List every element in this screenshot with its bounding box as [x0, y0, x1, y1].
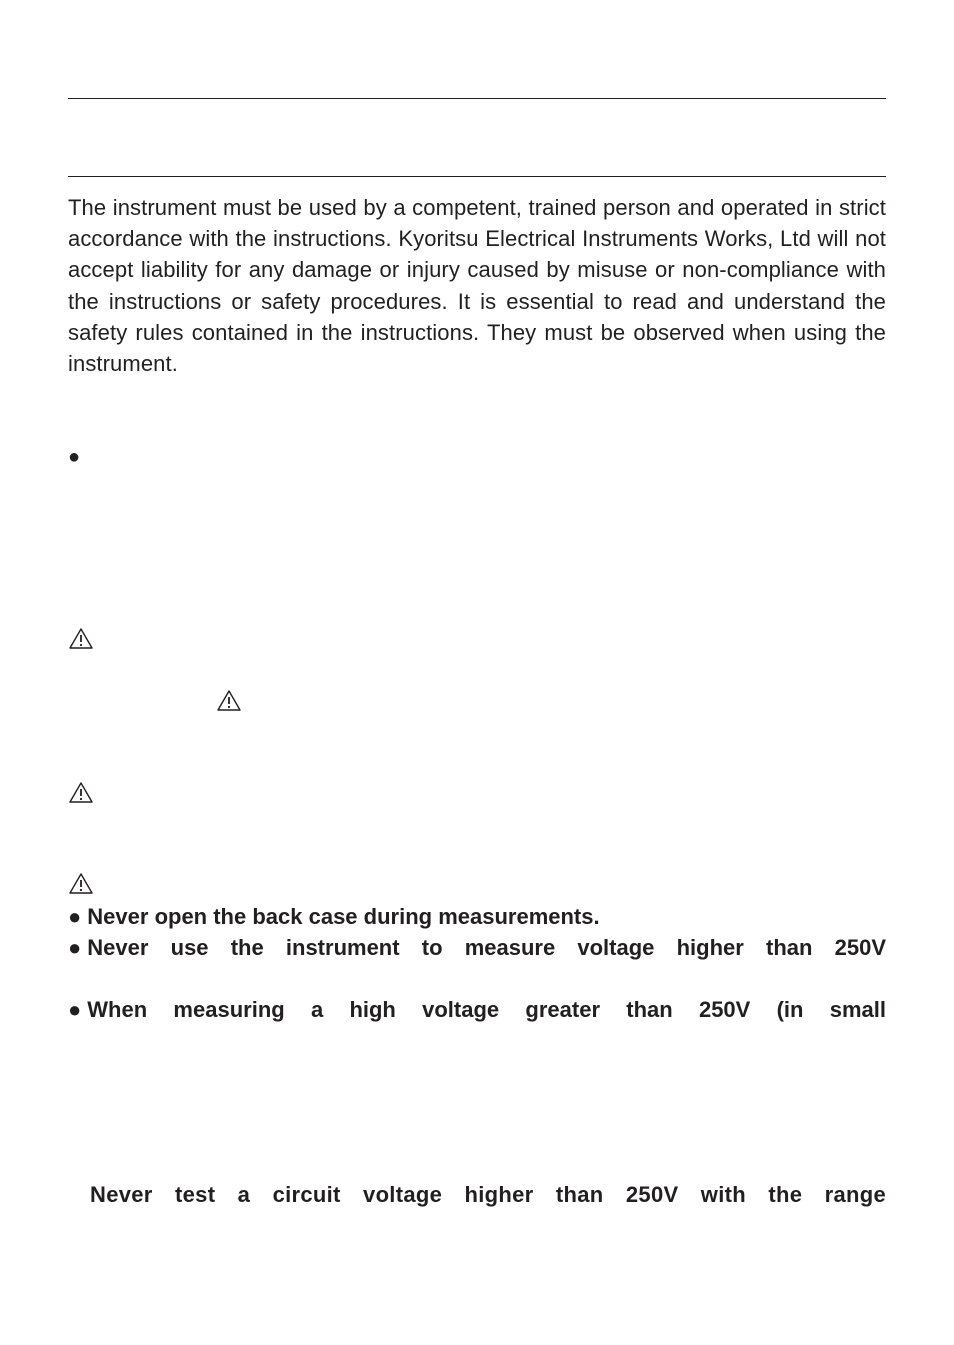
bullet-marker: ● [68, 904, 82, 929]
warning-triangle-icon [68, 627, 94, 656]
danger-item-text: Never use the instrument to measure voltage higher than 250V [87, 935, 886, 960]
danger-item-text: Never test a circuit voltage higher than 250V with the range [90, 1182, 886, 1207]
warning-triangle-icon [68, 781, 94, 810]
bullet-marker: ● [68, 935, 82, 960]
header-rule [68, 176, 886, 177]
danger-item-text: Never open the back case during measurements. [87, 904, 600, 929]
danger-item [68, 903, 886, 931]
danger-item-text: When measuring a high voltage greater than 250V (in small [87, 997, 886, 1022]
warning-triangle-icon [216, 689, 242, 718]
intro-paragraph: The instrument must be used by a competent, trained person and operated in strict accordance with the instructions. Kyoritsu Electrical Instruments Works, Ltd will not accept liability for any damage or injury caused by misuse or non-compliance with the instructions or safety procedures. It is essential to read and understand the safety rules contained in the instructions. They must be observed when using the instrument. [68, 195, 886, 377]
bullet-marker: ● [68, 446, 81, 468]
danger-item [68, 996, 886, 1024]
bullet-marker: ● [68, 997, 82, 1022]
top-rule [68, 98, 886, 99]
warning-triangle-icon [68, 872, 94, 901]
danger-item [68, 934, 886, 962]
